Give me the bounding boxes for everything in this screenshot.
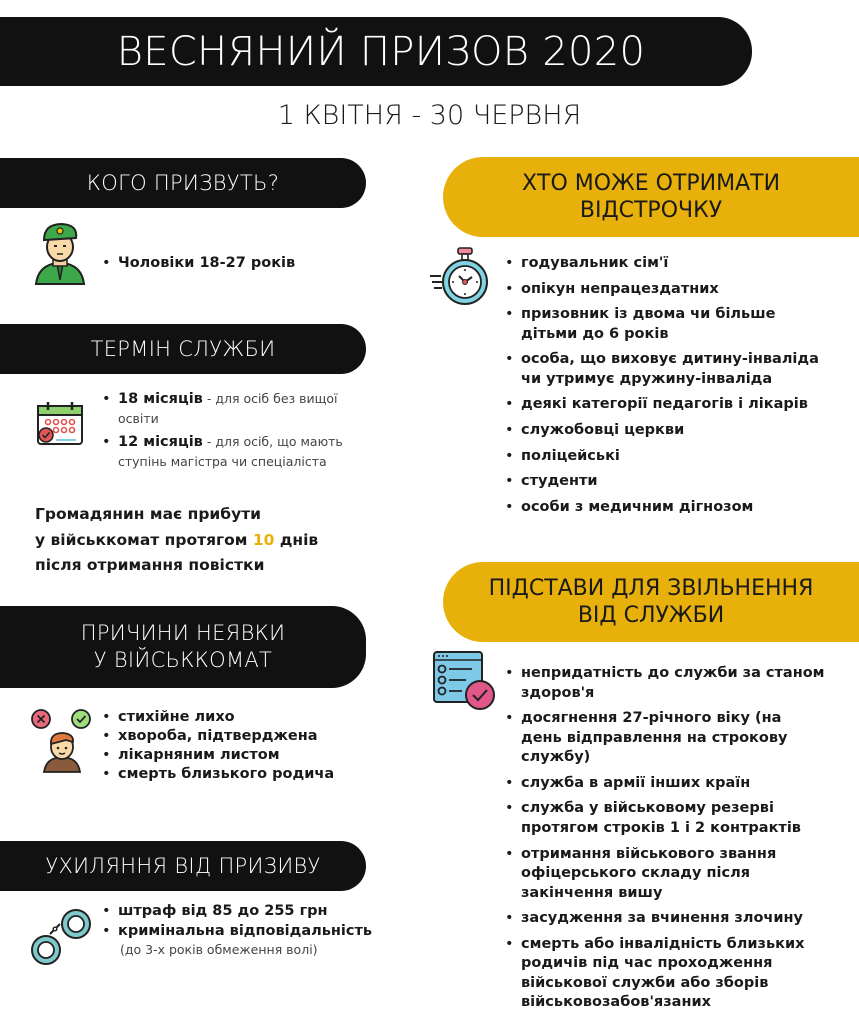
heading-text: У ВІЙСЬККОМАТ — [93, 648, 273, 672]
notice-text: днів — [274, 530, 319, 549]
soldier-icon — [30, 220, 90, 286]
term-condition: - для осіб, що мають ступінь магістра чи спеціаліста — [118, 434, 343, 469]
days-count: 10 — [252, 530, 275, 549]
main-title — [0, 17, 752, 86]
list-item: • опікун непрацездатних — [505, 280, 835, 300]
list-item: • Чоловіки 18-27 років — [102, 254, 295, 274]
heading-text: УХИЛЯННЯ ВІД ПРИЗИВУ — [45, 854, 321, 878]
notice-line — [35, 528, 318, 554]
list-item: • служба у військовому резерві протягом строків 1 і 2 контрактів — [505, 799, 825, 838]
notice-text: у військкомат протягом — [35, 530, 253, 549]
list-item: • лікарняним листом — [102, 746, 334, 765]
main-title-text: ВЕСНЯНИЙ ПРИЗОВ 2020 — [116, 28, 646, 75]
list-item: • штраф від 85 до 255 грн — [102, 902, 372, 922]
evasion-list — [102, 902, 372, 941]
section-heading-deferral — [443, 157, 859, 237]
person-choice-icon — [30, 708, 94, 774]
reasons-list — [102, 708, 334, 783]
stopwatch-icon — [428, 246, 496, 310]
list-item: • особи з медичним дігнозом — [505, 498, 835, 518]
list-item: • засудження за вчинення злочину — [505, 909, 825, 929]
list-item — [102, 433, 372, 472]
list-item: • призовник із двома чи більше дітьми до 6 років — [505, 305, 835, 344]
calendar-icon — [36, 400, 84, 448]
who-list — [102, 254, 295, 274]
list-item: • смерть або інвалідність близьких родичів під час проходження військової служби або зборів військовозабов'язаних — [505, 935, 825, 1013]
notice-line: Громадянин має прибути — [35, 505, 262, 523]
list-item: • отримання військового звання офіцерського складу після закінчення вишу — [505, 845, 825, 904]
heading-text: ПРИЧИНИ НЕЯВКИ — [80, 620, 286, 645]
list-item: • особа, що виховує дитину-інваліда чи утримує дружину-інваліда — [505, 350, 835, 389]
date-range-subtitle: 1 КВІТНЯ - 30 ЧЕРВНЯ — [277, 100, 582, 131]
deferral-list — [505, 254, 835, 523]
term-duration: 12 місяців — [118, 434, 203, 451]
list-item: • досягнення 27-річного віку (на день відправлення на строкову службу) — [505, 709, 825, 768]
arrival-notice — [35, 502, 318, 579]
list-item: • деякі категорії педагогів і лікарів — [505, 395, 835, 415]
section-heading-term — [0, 324, 366, 374]
heading-text: КОГО ПРИЗВУТЬ? — [86, 171, 280, 195]
term-condition: - для осіб без вищої освіти — [118, 391, 338, 426]
term-list — [102, 390, 372, 476]
section-heading-who — [0, 158, 366, 208]
list-item: • поліцейські — [505, 447, 835, 467]
exemption-list — [505, 664, 825, 1019]
heading-text: ПІДСТАВИ ДЛЯ ЗВІЛЬНЕННЯ — [488, 575, 814, 601]
notice-line: після отримання повістки — [35, 556, 265, 575]
heading-text: ВІДСТРОЧКУ — [579, 198, 723, 223]
list-item: • студенти — [505, 472, 835, 492]
list-item: • годувальник сім'ї — [505, 254, 835, 274]
heading-text: ВІД СЛУЖБИ — [577, 603, 725, 628]
list-item: • хвороба, підтверджена — [102, 727, 334, 746]
list-item: • смерть близького родича — [102, 765, 334, 784]
list-item — [102, 390, 372, 429]
section-heading-evasion — [0, 841, 366, 891]
evasion-note: (до 3-х років обмеження волі) — [120, 942, 318, 957]
heading-text: ХТО МОЖЕ ОТРИМАТИ — [521, 170, 781, 196]
heading-text: ТЕРМІН СЛУЖБИ — [90, 337, 276, 361]
list-item: • служба в армії інших країн — [505, 774, 825, 794]
list-item: • служобовці церкви — [505, 421, 835, 441]
list-item: • кримінальна відповідальність — [102, 922, 372, 942]
term-duration: 18 місяців — [118, 391, 203, 407]
handcuffs-icon — [30, 906, 94, 966]
section-heading-exemption — [443, 562, 859, 642]
list-item: • стихійне лихо — [102, 708, 334, 727]
list-item: • непридатність до служби за станом здоров'я — [505, 664, 825, 703]
section-heading-reasons — [0, 606, 366, 688]
checklist-icon — [432, 650, 498, 712]
